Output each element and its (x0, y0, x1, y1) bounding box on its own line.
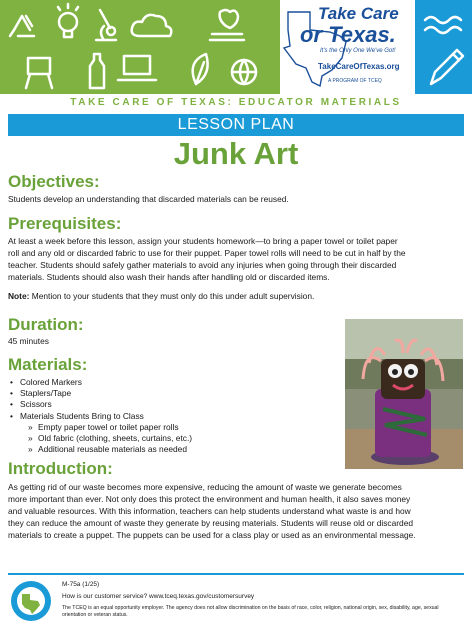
logo-tagline: It's the Only One We've Got! (320, 48, 396, 54)
easel-icon (26, 58, 52, 88)
educator-materials-subtitle: TAKE CARE OF TEXAS: EDUCATOR MATERIALS (70, 97, 402, 108)
materials-list (8, 377, 192, 455)
list-item: • Materials Students Bring to Class (8, 411, 192, 422)
list-item: • Colored Markers (8, 377, 192, 388)
introduction-line: As getting rid of our waste becomes more expensive, reducing the amount of waste we generate becomes (8, 482, 402, 492)
lightbulb-icon (58, 4, 78, 37)
objectives-text: Students develop an understanding that discarded materials can be reused. (8, 194, 289, 204)
leaf-icon (193, 54, 208, 84)
introduction-heading: Introduction: (8, 459, 113, 478)
cloud-icon (132, 15, 172, 36)
header-banner (0, 0, 472, 94)
list-item: • Staplers/Tape (8, 388, 192, 399)
prerequisites-line: materials. Students should also wash their hands after handling old or discarded items. (8, 272, 330, 282)
page-title: Junk Art (173, 136, 299, 171)
recycle-icon (10, 16, 34, 36)
logo-take-care: Take Care (318, 4, 399, 23)
puppet-photo (345, 319, 463, 469)
duration-text: 45 minutes (8, 336, 49, 346)
duration-heading: Duration: (8, 315, 84, 334)
microscope-icon (96, 10, 116, 40)
introduction-line: more important than ever. Not only does this protect the environment and human health, it also saves money (8, 494, 411, 504)
note-label: Note: (8, 291, 30, 301)
customer-survey[interactable]: How is our customer service? www.tceq.texas.gov/customersurvey (62, 593, 255, 600)
logo-program: A PROGRAM OF TCEQ (328, 78, 382, 84)
prerequisites-line: roll and any old or discarded fabric to use for their puppet. Paper towel rolls will need to be cut in half by the (8, 248, 406, 258)
materials-heading: Materials: (8, 355, 88, 374)
education-icons (0, 0, 280, 94)
logo-of-texas: or Texas. (300, 22, 396, 47)
list-item: » Empty paper towel or toilet paper rolls (8, 422, 192, 433)
globe-icon (232, 60, 256, 84)
blue-icons (415, 0, 472, 94)
blue-icon-strip (415, 0, 472, 94)
prerequisites-text (8, 235, 406, 283)
list-item: » Additional reusable materials as needed (8, 444, 192, 455)
tceq-seal-icon (10, 580, 52, 622)
pencil-icon (431, 50, 463, 84)
note-text: Mention to your students that they must only do this under adult supervision. (29, 291, 315, 301)
prerequisites-heading: Prerequisites: (8, 214, 122, 233)
introduction-text (8, 481, 416, 541)
eoe-disclaimer: The TCEQ is an equal opportunity employer. The agency does not allow discrimination on the basis of race, color, religion, national origin, sex, disability, age, sexual orientation or veteran status. (62, 605, 439, 618)
form-code: M-75a (1/25) (62, 581, 100, 588)
list-item: » Old fabric (clothing, sheets, curtains, etc.) (8, 433, 192, 444)
introduction-line: materials to create a puppet. The puppets can be used for a class play or used as an environmental message. (8, 530, 416, 540)
icon-strip (0, 0, 280, 94)
waves-icon (425, 17, 461, 33)
bottle-icon (90, 54, 104, 88)
logo-url[interactable]: TakeCareOfTexas.org (318, 62, 400, 71)
prerequisites-line: At least a week before this lesson, assign your students homework—to bring a paper towel or toilet paper (8, 236, 398, 246)
laptop-icon (118, 56, 156, 80)
objectives-heading: Objectives: (8, 172, 100, 191)
prerequisites-line: teacher. Students should safely gather materials to avoid any injuries when going through their discarded (8, 260, 397, 270)
footer-divider (8, 573, 464, 575)
lesson-plan-bar: LESSON PLAN (8, 114, 464, 136)
introduction-line: they can reduce the amount of waste they generate by reusing materials. Students will reuse old or discarded (8, 518, 414, 528)
apple-books-icon (210, 10, 244, 40)
list-item: • Scissors (8, 399, 192, 410)
introduction-line: and valuable resources. With this information, teachers can help students understand what waste is and how (8, 506, 411, 516)
prerequisites-note (8, 290, 314, 302)
